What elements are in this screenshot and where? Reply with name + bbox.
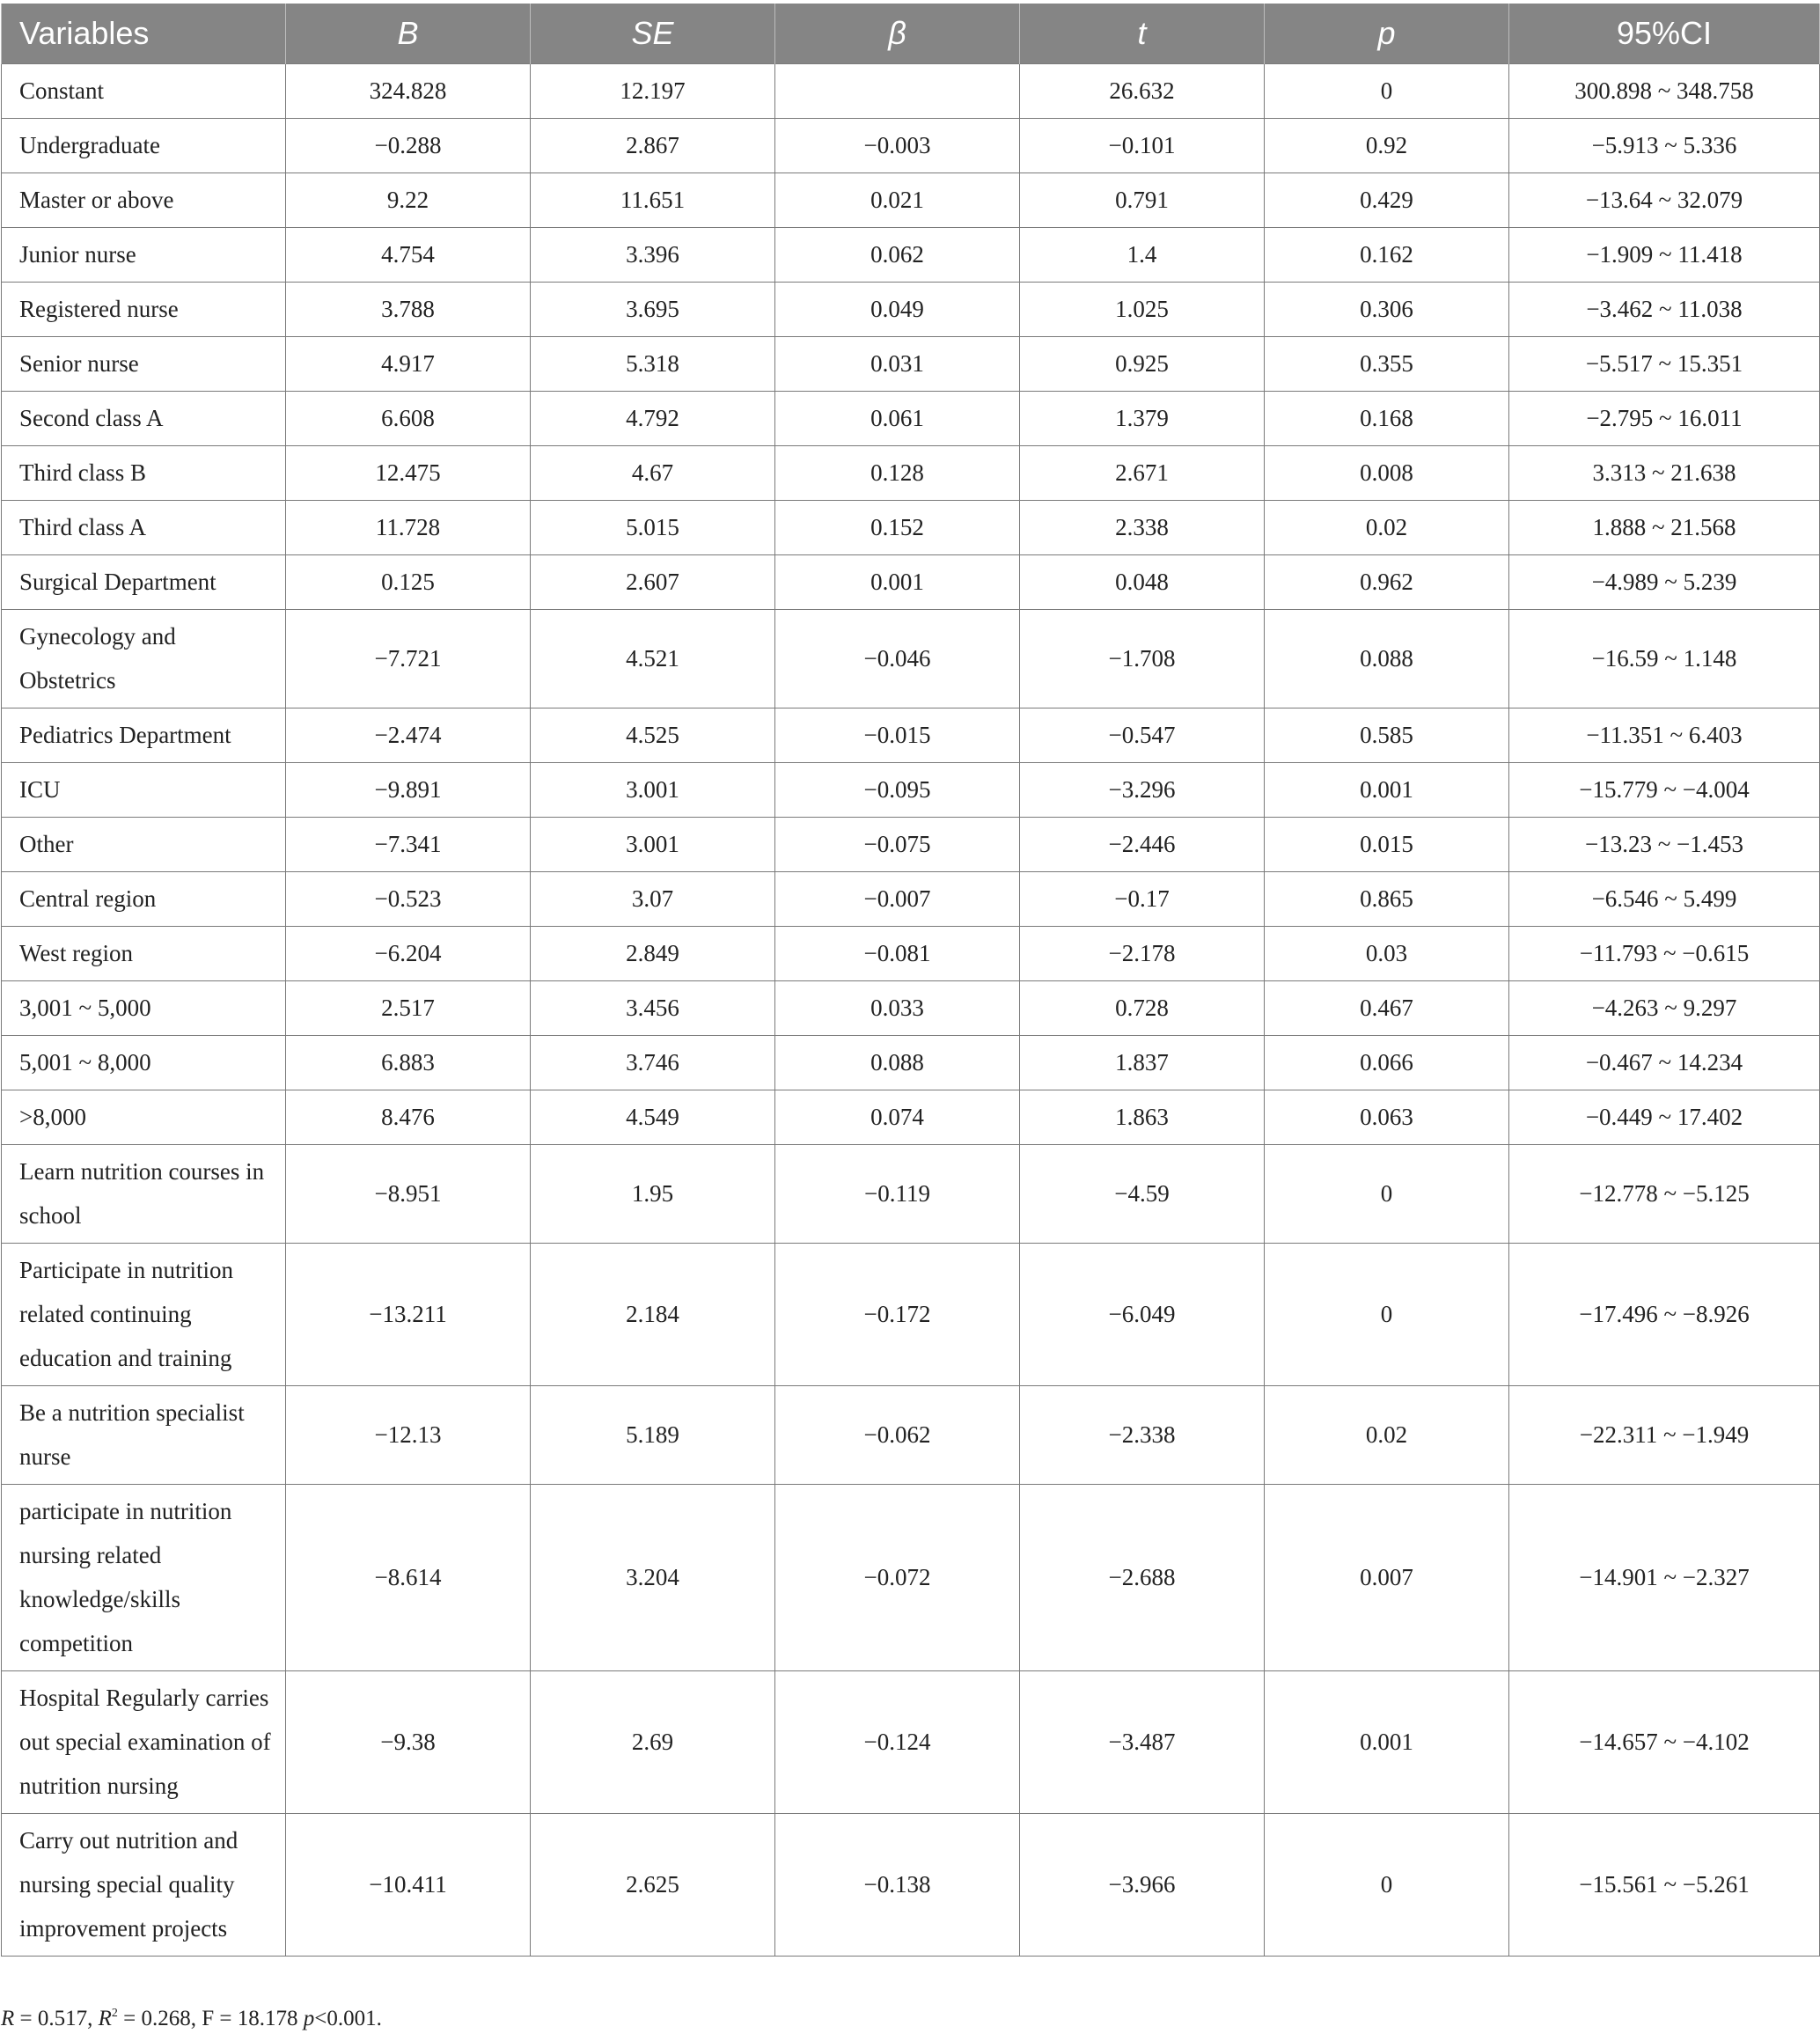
cell-t: 1.837 [1020,1036,1265,1090]
cell-b: 11.728 [286,501,531,555]
cell-beta: −0.046 [775,610,1020,708]
table-row [2,119,1820,173]
cell-se: 3.07 [531,872,775,927]
table-row [2,1671,1820,1814]
cell-variable: Participate in nutrition related continuing education and training [2,1244,286,1386]
cell-variable: Constant [2,64,286,119]
table-row [2,555,1820,610]
cell-t: −3.296 [1020,763,1265,818]
cell-t: −4.59 [1020,1145,1265,1244]
cell-variable: Registered nurse [2,283,286,337]
cell-beta: −0.003 [775,119,1020,173]
table-row [2,872,1820,927]
cell-b: −0.523 [286,872,531,927]
cell-se: 3.001 [531,818,775,872]
table-row [2,392,1820,446]
cell-b: 0.125 [286,555,531,610]
table-row [2,1814,1820,1957]
table-row [2,610,1820,708]
cell-p: 0.92 [1265,119,1509,173]
cell-p: 0.162 [1265,228,1509,283]
cell-p: 0.429 [1265,173,1509,228]
table-row [2,1386,1820,1485]
table-row [2,173,1820,228]
cell-t: 1.863 [1020,1090,1265,1145]
cell-t: 2.671 [1020,446,1265,501]
table-header-row [2,4,1820,64]
cell-se: 3.204 [531,1485,775,1671]
table-row [2,337,1820,392]
footnote-p-value: <0.001. [314,2007,382,2030]
cell-variable: Master or above [2,173,286,228]
cell-se: 4.525 [531,708,775,763]
table-row [2,1145,1820,1244]
cell-t: −2.338 [1020,1386,1265,1485]
header-ci-label: 95%CI [1616,15,1713,51]
cell-beta: 0.088 [775,1036,1020,1090]
cell-ci: −11.793 ~ −0.615 [1509,927,1820,981]
cell-b: −12.13 [286,1386,531,1485]
cell-se: 2.849 [531,927,775,981]
cell-b: 6.608 [286,392,531,446]
cell-ci: 1.888 ~ 21.568 [1509,501,1820,555]
cell-t: 0.791 [1020,173,1265,228]
cell-variable: Carry out nutrition and nursing special quality improvement projects [2,1814,286,1957]
regression-table [1,4,1820,1957]
cell-b: 4.917 [286,337,531,392]
cell-t: −0.101 [1020,119,1265,173]
cell-p: 0.168 [1265,392,1509,446]
cell-beta: 0.061 [775,392,1020,446]
cell-b: −9.891 [286,763,531,818]
cell-variable: 3,001 ~ 5,000 [2,981,286,1036]
cell-beta: −0.075 [775,818,1020,872]
cell-beta: −0.138 [775,1814,1020,1957]
table-row [2,501,1820,555]
table-row [2,1036,1820,1090]
table-row [2,818,1820,872]
cell-t: 0.728 [1020,981,1265,1036]
cell-variable: Other [2,818,286,872]
cell-variable: Junior nurse [2,228,286,283]
cell-t: −6.049 [1020,1244,1265,1386]
cell-ci: −16.59 ~ 1.148 [1509,610,1820,708]
table-footnote [1,2007,382,2031]
cell-se: 5.189 [531,1386,775,1485]
cell-se: 2.69 [531,1671,775,1814]
cell-ci: −13.64 ~ 32.079 [1509,173,1820,228]
cell-beta: −0.124 [775,1671,1020,1814]
cell-p: 0.02 [1265,1386,1509,1485]
cell-beta: 0.031 [775,337,1020,392]
cell-b: −9.38 [286,1671,531,1814]
cell-ci: 3.313 ~ 21.638 [1509,446,1820,501]
cell-beta: 0.001 [775,555,1020,610]
table-row [2,446,1820,501]
cell-p: 0.008 [1265,446,1509,501]
cell-p: 0.088 [1265,610,1509,708]
cell-b: −7.341 [286,818,531,872]
cell-variable: Gynecology and Obstetrics [2,610,286,708]
cell-ci: −15.561 ~ −5.261 [1509,1814,1820,1957]
cell-t: −3.966 [1020,1814,1265,1957]
cell-b: 9.22 [286,173,531,228]
cell-ci: −13.23 ~ −1.453 [1509,818,1820,872]
cell-ci: −0.449 ~ 17.402 [1509,1090,1820,1145]
footnote-r2-value: = 0.268, F = 18.178 [117,2007,304,2030]
cell-variable: Senior nurse [2,337,286,392]
footnote-r-label: R [1,2007,15,2030]
cell-variable: Surgical Department [2,555,286,610]
cell-b: 4.754 [286,228,531,283]
cell-t: 1.025 [1020,283,1265,337]
cell-p: 0.001 [1265,1671,1509,1814]
cell-variable: Undergraduate [2,119,286,173]
cell-b: −8.614 [286,1485,531,1671]
cell-ci: −12.778 ~ −5.125 [1509,1145,1820,1244]
cell-variable: Learn nutrition courses in school [2,1145,286,1244]
cell-b: −2.474 [286,708,531,763]
cell-se: 12.197 [531,64,775,119]
cell-t: 2.338 [1020,501,1265,555]
cell-se: 3.396 [531,228,775,283]
cell-beta: −0.081 [775,927,1020,981]
cell-ci: −2.795 ~ 16.011 [1509,392,1820,446]
cell-se: 3.746 [531,1036,775,1090]
cell-ci: −3.462 ~ 11.038 [1509,283,1820,337]
cell-variable: Be a nutrition specialist nurse [2,1386,286,1485]
cell-beta: 0.062 [775,228,1020,283]
cell-variable: participate in nutrition nursing related knowledge/skills competition [2,1485,286,1671]
cell-ci: −4.263 ~ 9.297 [1509,981,1820,1036]
cell-b: −0.288 [286,119,531,173]
cell-ci: −17.496 ~ −8.926 [1509,1244,1820,1386]
cell-t: −2.178 [1020,927,1265,981]
cell-beta: 0.128 [775,446,1020,501]
cell-b: −6.204 [286,927,531,981]
cell-beta: −0.062 [775,1386,1020,1485]
cell-p: 0.306 [1265,283,1509,337]
cell-variable: ICU [2,763,286,818]
cell-se: 4.67 [531,446,775,501]
cell-b: 6.883 [286,1036,531,1090]
cell-b: −8.951 [286,1145,531,1244]
regression-table-container [0,4,1820,1957]
cell-p: 0.015 [1265,818,1509,872]
cell-ci: −6.546 ~ 5.499 [1509,872,1820,927]
cell-beta: 0.074 [775,1090,1020,1145]
table-row [2,708,1820,763]
cell-variable: Hospital Regularly carries out special examination of nutrition nursing [2,1671,286,1814]
cell-b: 2.517 [286,981,531,1036]
cell-b: −7.721 [286,610,531,708]
cell-ci: −22.311 ~ −1.949 [1509,1386,1820,1485]
table-row [2,64,1820,119]
footnote-r-value: = 0.517, [14,2007,99,2030]
cell-ci: −14.901 ~ −2.327 [1509,1485,1820,1671]
cell-p: 0.063 [1265,1090,1509,1145]
cell-p: 0.585 [1265,708,1509,763]
cell-p: 0.066 [1265,1036,1509,1090]
cell-t: 0.048 [1020,555,1265,610]
cell-p: 0.02 [1265,501,1509,555]
footnote-r2-label: R [98,2007,112,2030]
cell-p: 0.467 [1265,981,1509,1036]
cell-ci: −15.779 ~ −4.004 [1509,763,1820,818]
cell-variable: >8,000 [2,1090,286,1145]
cell-t: −0.547 [1020,708,1265,763]
cell-b: −13.211 [286,1244,531,1386]
header-t: t [1020,4,1265,64]
cell-b: −10.411 [286,1814,531,1957]
cell-ci: −11.351 ~ 6.403 [1509,708,1820,763]
cell-variable: Pediatrics Department [2,708,286,763]
cell-se: 2.867 [531,119,775,173]
cell-p: 0.001 [1265,763,1509,818]
footnote-r2-sup: 2 [111,2007,118,2020]
cell-b: 3.788 [286,283,531,337]
table-row [2,763,1820,818]
cell-se: 11.651 [531,173,775,228]
footnote-p-label: p [303,2007,315,2030]
cell-beta [775,64,1020,119]
cell-variable: Third class B [2,446,286,501]
cell-t: −2.446 [1020,818,1265,872]
cell-b: 8.476 [286,1090,531,1145]
cell-beta: 0.049 [775,283,1020,337]
header-beta: β [775,4,1020,64]
cell-se: 2.625 [531,1814,775,1957]
table-row [2,1244,1820,1386]
cell-beta: 0.033 [775,981,1020,1036]
cell-p: 0 [1265,1145,1509,1244]
cell-t: 0.925 [1020,337,1265,392]
table-row [2,1485,1820,1671]
cell-variable: 5,001 ~ 8,000 [2,1036,286,1090]
cell-t: 1.379 [1020,392,1265,446]
cell-p: 0 [1265,1244,1509,1386]
cell-se: 2.607 [531,555,775,610]
cell-se: 3.456 [531,981,775,1036]
cell-se: 4.792 [531,392,775,446]
table-row [2,927,1820,981]
table-body [2,64,1820,1957]
table-row [2,981,1820,1036]
cell-variable: West region [2,927,286,981]
header-b: B [286,4,531,64]
cell-beta: −0.095 [775,763,1020,818]
cell-se: 3.695 [531,283,775,337]
cell-se: 5.318 [531,337,775,392]
cell-beta: −0.007 [775,872,1020,927]
cell-t: 1.4 [1020,228,1265,283]
cell-ci: −5.913 ~ 5.336 [1509,119,1820,173]
cell-beta: −0.172 [775,1244,1020,1386]
cell-ci: −1.909 ~ 11.418 [1509,228,1820,283]
cell-t: −2.688 [1020,1485,1265,1671]
cell-p: 0.03 [1265,927,1509,981]
cell-p: 0 [1265,1814,1509,1957]
cell-p: 0.355 [1265,337,1509,392]
table-row [2,1090,1820,1145]
cell-variable: Second class A [2,392,286,446]
cell-se: 3.001 [531,763,775,818]
cell-se: 4.549 [531,1090,775,1145]
cell-ci: 300.898 ~ 348.758 [1509,64,1820,119]
cell-t: −0.17 [1020,872,1265,927]
cell-beta: −0.119 [775,1145,1020,1244]
cell-p: 0.865 [1265,872,1509,927]
cell-ci: −0.467 ~ 14.234 [1509,1036,1820,1090]
cell-variable: Third class A [2,501,286,555]
cell-beta: −0.015 [775,708,1020,763]
cell-p: 0.962 [1265,555,1509,610]
cell-se: 2.184 [531,1244,775,1386]
cell-ci: −4.989 ~ 5.239 [1509,555,1820,610]
cell-t: −1.708 [1020,610,1265,708]
cell-p: 0 [1265,64,1509,119]
cell-ci: −5.517 ~ 15.351 [1509,337,1820,392]
cell-p: 0.007 [1265,1485,1509,1671]
cell-beta: −0.072 [775,1485,1020,1671]
cell-se: 4.521 [531,610,775,708]
cell-t: −3.487 [1020,1671,1265,1814]
header-p: p [1265,4,1509,64]
cell-beta: 0.152 [775,501,1020,555]
cell-se: 5.015 [531,501,775,555]
header-ci [1509,4,1820,64]
cell-beta: 0.021 [775,173,1020,228]
cell-b: 12.475 [286,446,531,501]
table-row [2,228,1820,283]
header-variables: Variables [2,4,286,64]
header-se: SE [531,4,775,64]
table-row [2,283,1820,337]
cell-ci: −14.657 ~ −4.102 [1509,1671,1820,1814]
cell-b: 324.828 [286,64,531,119]
cell-se: 1.95 [531,1145,775,1244]
cell-t: 26.632 [1020,64,1265,119]
cell-variable: Central region [2,872,286,927]
